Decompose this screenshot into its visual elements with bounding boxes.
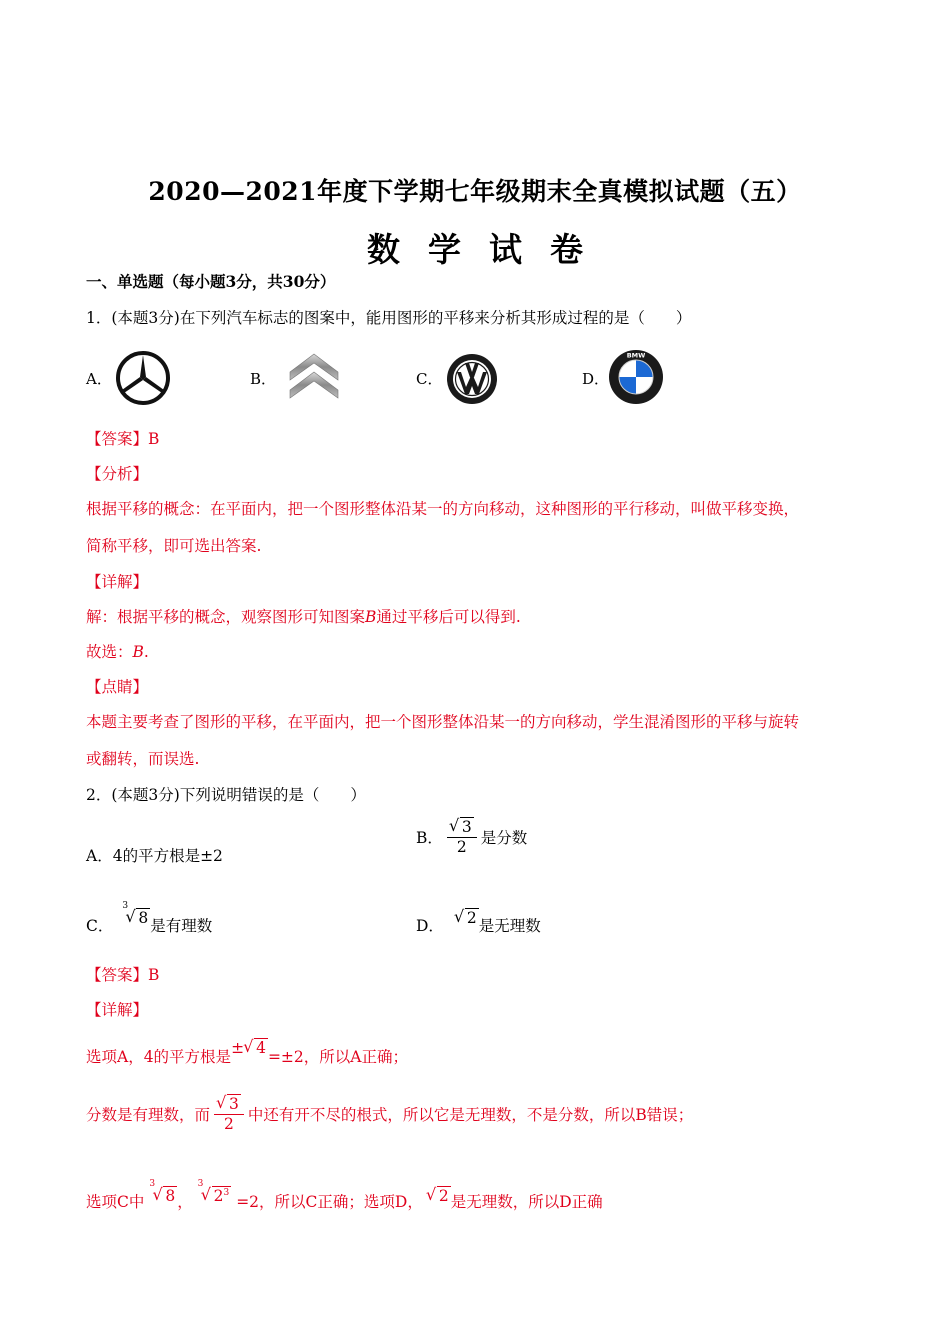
q2-option-b-label: B． [416, 829, 443, 848]
q2-option-b-numerator: 3 [461, 818, 472, 836]
q1-option-d-label: D． [582, 370, 610, 388]
q1-analysis-text-1: 根据平移的概念：在平面内，把一个图形整体沿某一的方向移动，这种图形的平行移动，叫做平移变换， [86, 500, 800, 518]
q2-option-a [86, 844, 223, 866]
exam-subtitle: 数学试卷 [367, 230, 611, 269]
q1-detail-text-a: 解：根据平移的概念，观察图形可知图案 [86, 608, 366, 626]
q2-option-c [86, 901, 213, 936]
q2-option-c-text: 是有理数 [150, 917, 213, 935]
q1-detail-var: B [365, 608, 377, 626]
q2-sqrt-4: √ 4 [243, 1037, 266, 1057]
q1-option-a-label: A． [86, 370, 112, 388]
q1-comment-label: 【点睛】 [86, 678, 149, 696]
q2-cuberoot-8: 3 √ 8 [149, 1179, 176, 1205]
exam-title: 2020—2021年度下学期七年级期末全真模拟试题（五） [148, 177, 802, 206]
q2-option-b-denominator: 2 [456, 837, 467, 856]
q2-detail-fraction: √ 3 2 [214, 1095, 244, 1133]
q1-comment-text-1: 本题主要考查了图形的平移，在平面内，把一个图形整体沿某一的方向移动，学生混淆图形的平移与旋转 [86, 713, 800, 731]
question-1-stem: 1．(本题3分)在下列汽车标志的图案中，能用图形的平移来分析其形成过程的是（ ） [86, 309, 692, 327]
q2-option-b-fraction: √ 3 2 [447, 818, 477, 856]
q2-option-d-text: 是无理数 [478, 917, 541, 935]
q1-analysis-label: 【分析】 [86, 465, 149, 483]
q2-sqrt-2: √ 2 [425, 1185, 449, 1205]
q2-option-d [416, 907, 541, 936]
q1-choose-b: . [143, 643, 149, 661]
q2-option-a-label: A． [86, 847, 113, 865]
q2-option-a-text: 4的平方根是±2 [112, 847, 223, 865]
q1-option-b-label: B． [250, 370, 277, 388]
bmw-logo-letters: BMW [626, 351, 646, 360]
q1-answer: 【答案】B [86, 430, 160, 448]
q2-option-b [416, 818, 527, 856]
q2-option-d-sqrt: √ 2 [453, 907, 477, 927]
q1-detail-text-b: 通过平移后可以得到. [376, 608, 521, 626]
q2-detail-line-3: 选项C中 3 √ 8 ， 3 √ $2^3 =2$，所以C正确；选项D， √ 2 是无理数，所以D正确 [86, 1179, 603, 1211]
citroen-logo [287, 350, 341, 400]
volkswagen-logo [445, 352, 499, 406]
q1-choose-var: B [132, 643, 144, 661]
q2-option-b-text: 是分数 [480, 829, 528, 848]
mercedes-logo [114, 350, 172, 406]
q1-detail-text [86, 605, 521, 627]
q2-detail-line-1: 选项A，4的平方根是± √ 4 =±2，所以A正确； [86, 1037, 408, 1066]
section-heading: 一、单选题（每小题3分，共30分） [86, 272, 336, 291]
q1-detail-label: 【详解】 [86, 573, 149, 591]
q2-detail-line-2: 分数是有理数，而 √ 3 2 中还有开不尽的根式，所以它是无理数，不是分数，所以B错误； [86, 1093, 694, 1133]
q2-cuberoot-2-cubed: 3 √ $2^3$ [197, 1179, 230, 1205]
q1-choose-text [86, 640, 149, 662]
q2-option-d-label: D． [416, 917, 444, 935]
q2-option-c-cuberoot: 3 √ 8 [122, 901, 149, 927]
question-2-stem: 2．(本题3分)下列说明错误的是（ ） [86, 786, 366, 804]
q1-choose-a: 故选： [86, 643, 133, 661]
q1-comment-text-2: 或翻转，而误选. [86, 750, 200, 768]
q2-answer: 【答案】B [86, 966, 160, 984]
q2-option-c-label: C． [86, 917, 114, 935]
q2-detail-label: 【详解】 [86, 1001, 149, 1019]
bmw-logo [608, 349, 664, 405]
q1-analysis-text-2: 简称平移，即可选出答案. [86, 537, 262, 555]
q1-option-c-label: C． [416, 370, 443, 388]
